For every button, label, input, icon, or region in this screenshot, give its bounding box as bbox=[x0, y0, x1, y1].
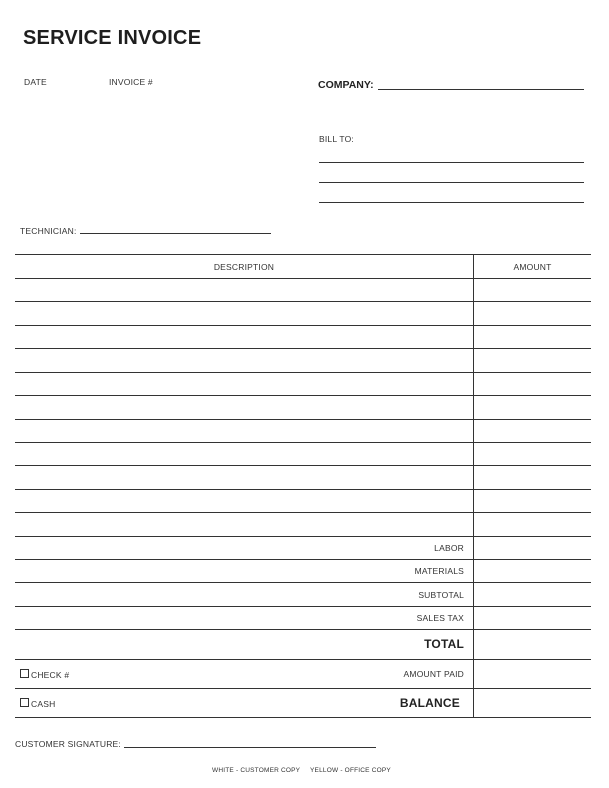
table-row[interactable] bbox=[15, 372, 591, 373]
table-row[interactable] bbox=[15, 489, 591, 490]
check-checkbox[interactable] bbox=[20, 669, 29, 678]
table-row[interactable] bbox=[15, 301, 591, 302]
subtotal-label: SUBTOTAL bbox=[418, 590, 464, 600]
amount-paid-label: AMOUNT PAID bbox=[403, 669, 464, 679]
copy-distribution-note: WHITE - CUSTOMER COPY YELLOW - OFFICE COPY bbox=[212, 767, 391, 774]
sales-tax-label: SALES TAX bbox=[416, 613, 464, 623]
table-row[interactable] bbox=[15, 395, 591, 396]
bill-to-line-2[interactable] bbox=[319, 182, 584, 183]
table-row[interactable] bbox=[15, 536, 591, 537]
labor-row-border bbox=[15, 559, 591, 560]
total-row-border bbox=[15, 659, 591, 660]
table-top-border bbox=[15, 254, 591, 255]
date-label: DATE bbox=[24, 77, 47, 87]
customer-signature-label: CUSTOMER SIGNATURE: bbox=[15, 739, 121, 749]
table-row[interactable] bbox=[15, 325, 591, 326]
table-row[interactable] bbox=[15, 465, 591, 466]
balance-label: BALANCE bbox=[399, 696, 460, 710]
table-bottom-border bbox=[15, 717, 591, 718]
technician-label: TECHNICIAN: bbox=[20, 226, 77, 236]
sales-tax-row-border bbox=[15, 629, 591, 630]
cash-label: CASH bbox=[31, 699, 56, 709]
materials-row-border bbox=[15, 582, 591, 583]
cash-checkbox[interactable] bbox=[20, 698, 29, 707]
description-header: DESCRIPTION bbox=[213, 262, 275, 272]
invoice-number-label: INVOICE # bbox=[109, 77, 153, 87]
labor-label: LABOR bbox=[434, 543, 464, 553]
table-header-border bbox=[15, 278, 591, 279]
table-row[interactable] bbox=[15, 419, 591, 420]
bill-to-line-3[interactable] bbox=[319, 202, 584, 203]
amount-paid-row-border bbox=[15, 688, 591, 689]
bill-to-label: BILL TO: bbox=[319, 134, 354, 144]
table-row[interactable] bbox=[15, 348, 591, 349]
invoice-title: SERVICE INVOICE bbox=[23, 27, 202, 49]
amount-header: AMOUNT bbox=[513, 262, 552, 272]
table-row[interactable] bbox=[15, 442, 591, 443]
check-label: CHECK # bbox=[31, 670, 70, 680]
company-label: COMPANY: bbox=[318, 79, 374, 91]
table-row[interactable] bbox=[15, 512, 591, 513]
materials-label: MATERIALS bbox=[414, 566, 464, 576]
bill-to-line-1[interactable] bbox=[319, 162, 584, 163]
total-label: TOTAL bbox=[424, 637, 464, 651]
signature-field-line[interactable] bbox=[124, 747, 376, 748]
subtotal-row-border bbox=[15, 606, 591, 607]
company-field-line[interactable] bbox=[378, 89, 584, 90]
technician-field-line[interactable] bbox=[80, 233, 271, 234]
column-divider bbox=[473, 254, 474, 717]
